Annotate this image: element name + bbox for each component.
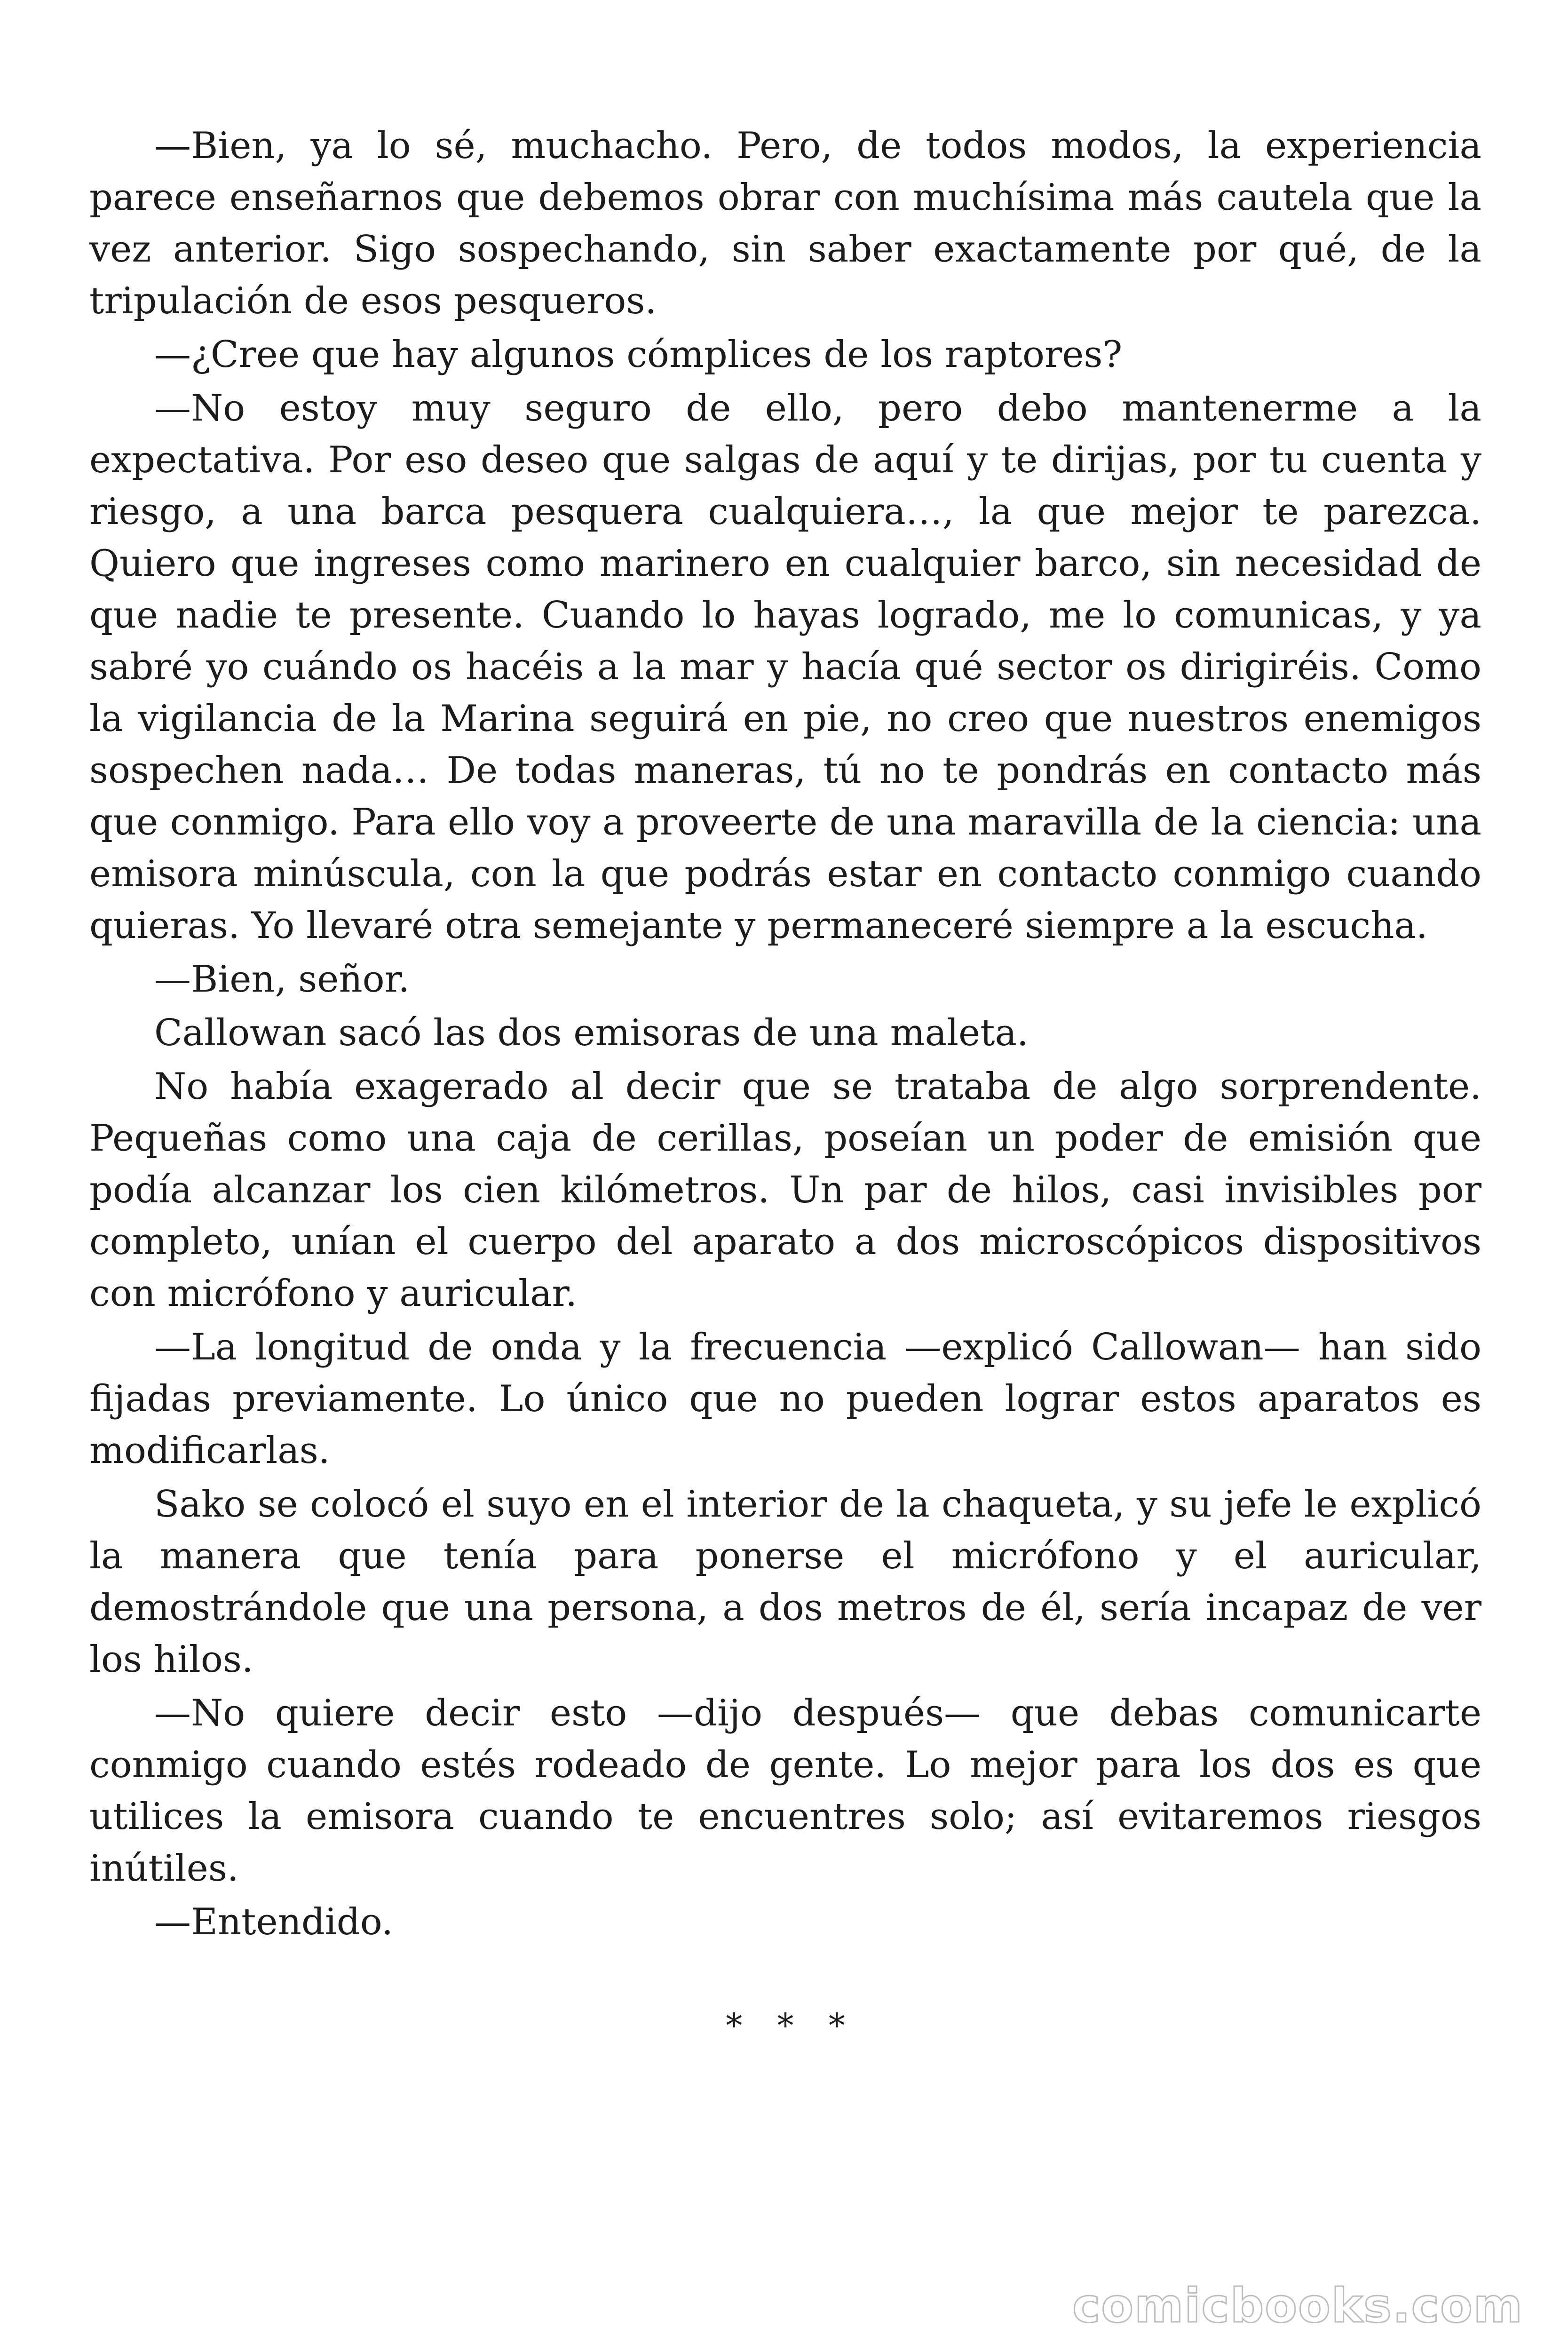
paragraph: —No estoy muy seguro de ello, pero debo mantenerme a la expectativa. Por eso deseo que salgas de aquí y te dirijas, por tu cuenta y riesgo, a una barca pesquera cualquiera…, la que mejor te parezca. Quiero que ingreses como marinero en cualquier barco, sin necesidad de que nadie te presente. Cuando lo hayas logrado, me lo comunicas, y ya sabré yo cuándo os hacéis a la mar y hacía qué sector os dirigiréis. Como la vigilancia de la Marina seguirá en pie, no creo que nuestros enemigos sospechen nada… De todas maneras, tú no te pondrás en contacto más que conmigo. Para ello voy a proveerte de una maravilla de la ciencia: una emisora minúscula, con la que podrás estar en contacto conmigo cuando quieras. Yo llevaré otra semejante y permaneceré siempre a la escucha. <box>89 387 1481 947</box>
watermark: comicbooks.com <box>1072 2278 1523 2333</box>
paragraph: —Bien, ya lo sé, muchacho. Pero, de todos modos, la experiencia parece enseñarnos que debemos obrar con muchísima más cautela que la vez anterior. Sigo sospechando, sin saber exactamente por qué, de la tripulación de esos pesqueros. <box>89 125 1481 322</box>
scene-break: * * * <box>726 2006 857 2045</box>
paragraph: Callowan sacó las dos emisoras de una maleta. <box>154 1012 1029 1054</box>
paragraph: Sako se colocó el suyo en el interior de la chaqueta, y su jefe le explicó la manera que tenía para ponerse el micrófono y el auricular, demostrándole que una persona, a dos metros de él, sería incapaz de ver los hilos. <box>89 1483 1481 1681</box>
page-body <box>89 120 1481 2051</box>
paragraph: —¿Cree que hay algunos cómplices de los raptores? <box>154 334 1123 376</box>
paragraph: —Entendido. <box>154 1901 394 1943</box>
paragraph: —No quiere decir esto —dijo después— que debas comunicarte conmigo cuando estés rodeado de gente. Lo mejor para los dos es que utilices la emisora cuando te encuentres solo; así evitaremos riesgos inútiles. <box>89 1692 1481 1890</box>
paragraph: No había exagerado al decir que se trataba de algo sorprendente. Pequeñas como una caja de cerillas, poseían un poder de emisión que podía alcanzar los cien kilómetros. Un par de hilos, casi invisibles por completo, unían el cuerpo del aparato a dos microscópicos dispositivos con micrófono y auricular. <box>89 1065 1481 1315</box>
paragraph: —Bien, señor. <box>154 958 410 1001</box>
paragraph: —La longitud de onda y la frecuencia —explicó Callowan— han sido fijadas previamente. Lo único que no pueden lograr estos aparatos es modificarlas. <box>89 1326 1481 1472</box>
